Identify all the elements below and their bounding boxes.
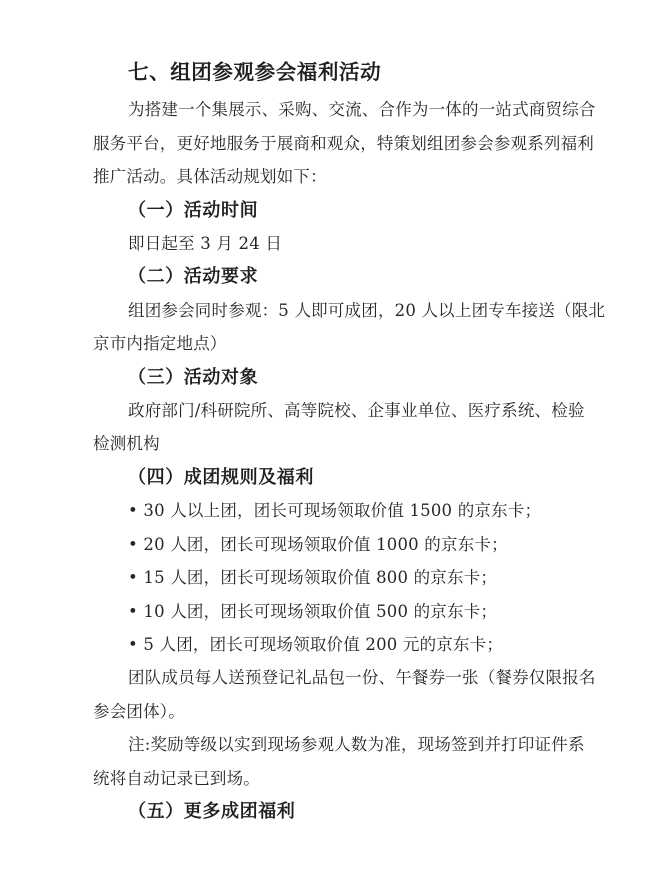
- bullet-item-15: • 15 人团，团长可现场领取价值 800 的京东卡；: [128, 568, 498, 588]
- bullet-item-5: • 5 人团，团长可现场领取价值 200 元的京东卡；: [128, 634, 504, 654]
- heading-group-rules: （四）成团规则及福利: [128, 466, 314, 488]
- intro-paragraph-line-3: 推广活动。具体活动规划如下：: [93, 167, 327, 187]
- targets-line-1: 政府部门/科研院所、高等院校、企事业单位、医疗系统、检验: [128, 401, 585, 421]
- section-title: 七、组团参观参会福利活动: [128, 60, 382, 84]
- bullet-item-20: • 20 人团，团长可现场领取价值 1000 的京东卡；: [128, 534, 508, 554]
- bullet-item-30: • 30 人以上团，团长可现场领取价值 1500 的京东卡；: [128, 501, 542, 521]
- heading-activity-time: （一）活动时间: [128, 199, 259, 221]
- bullet-item-10: • 10 人团，团长可现场领取价值 500 的京东卡；: [128, 601, 498, 621]
- targets-line-2: 检测机构: [93, 434, 160, 454]
- member-gift-line-1: 团队成员每人送预登记礼品包一份、午餐券一张（餐券仅限报名: [128, 668, 596, 688]
- member-gift-line-2: 参会团体）。: [93, 701, 185, 721]
- note-line-2: 统将自动记录已到场。: [93, 768, 260, 788]
- intro-paragraph-line-1: 为搭建一个集展示、采购、交流、合作为一体的一站式商贸综合: [128, 100, 596, 120]
- requirements-line-1: 组团参会同时参观：5 人即可成团，20 人以上团专车接送（限北: [128, 300, 606, 320]
- intro-paragraph-line-2: 服务平台，更好地服务于展商和观众，特策划组团参会参观系列福利: [93, 133, 594, 153]
- heading-activity-requirements: （二）活动要求: [128, 266, 259, 288]
- activity-time-text: 即日起至 3 月 24 日: [128, 234, 283, 254]
- heading-more-benefits: （五）更多成团福利: [128, 800, 296, 822]
- requirements-line-2: 京市内指定地点）: [93, 334, 227, 354]
- note-line-1: 注:奖励等级以实到现场参观人数为准，现场签到并打印证件系: [128, 735, 585, 755]
- heading-activity-targets: （三）活动对象: [128, 366, 259, 388]
